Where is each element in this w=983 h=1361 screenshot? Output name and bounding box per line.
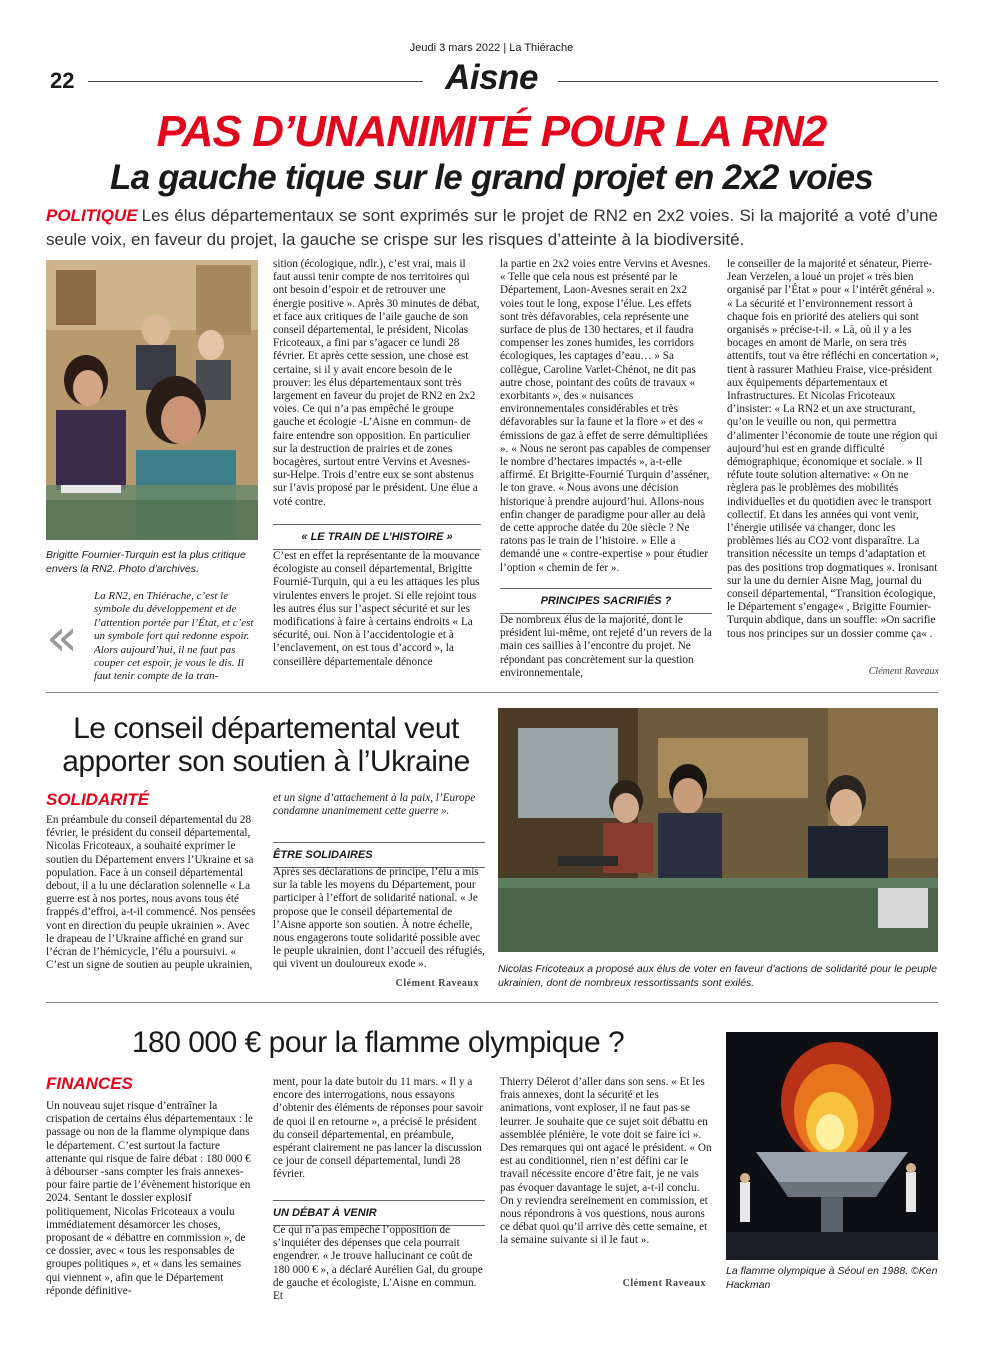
subhead-rule (500, 588, 712, 589)
flame-photo-illustration (726, 1032, 938, 1260)
article1-col2-bottom: C’est en effet la représentante de la mouvance écologiste au conseil départemental, Brigitte Fournié-Turquin, qui a eu les attaques les plus virulentes envers le projet. Si elle rejoint tous les autres élus sur l’aspect sécurité et sur les modifications à faire à certains endroits « La sécurité, oui. Non à l’accidentologie et à l’enclavement, on est tous d’accord », la conseillère départementale dénonce (273, 550, 480, 668)
header-separator: | (503, 42, 507, 54)
article1-col4: le conseiller de la majorité et sénateur, Pierre-Jean Verzelen, a loué un projet « très bien organisé par l’État » pour « l’intérêt général ». « La sécurité et l’environnement ressort à chaque fois en priorité des ateliers qui sont organisés » précise-t-il. « Là, où il y a les bocages en amont de Marle, on sera très attentifs, tout va être réfléchi en concertation », tient à rassurer Mathieu Fraise, vice-président aux équipements départementaux et Infrastructures. Et Nicolas Fricoteaux d’insister: « La RN2 et un axe structurant, qu’on le veuille ou non, qui permettra d’alimenter l’économie de toute une région qui aujourd’hui est en grande difficulté démographique, économique et sociale. » Il réfute toute solution alternative: « On ne règlera pas le problèmes des mobilités individuelles et du quotidien avec le transport collectif. Et dans les années qui vont venir, l’énergie utilisée va changer, donc les problèmes liés au CO2 vont disparaître. La transition nécessite un temps d’adaptation et pas des positions trop dogmatiques ». Ironisant sur la une du dernier Aisne Mag, journal du conseil départemental, “Transition écologique, le Département s’engage« , Brigitte Fournier-Turquin abdique, dans un souffle: »On sacrifie tous nos principes sur un dossier comme ça« . (727, 258, 939, 640)
session-photo-illustration (498, 708, 938, 952)
subhead-debat-text: UN DÉBAT À VENIR (273, 1207, 377, 1219)
subheadline: La gauche tique sur le grand projet en 2x2 voies (110, 158, 873, 197)
subhead-rule (273, 1200, 485, 1201)
article1-col3-bottom: De nombreux élus de la majorité, dont le président lui-même, ont rejeté d’un revers de la main ces saillies à l’encontre du projet. Ne répondant pas concrètement sur la question environnementale, (500, 614, 712, 679)
section-title: Aisne (445, 58, 538, 97)
article3-kicker: FINANCES (46, 1074, 133, 1093)
lead-text: Les élus départementaux se sont exprimés sur le projet de RN2 en 2x2 voies. Si la majorité a voté d’une seule voix, en faveur du projet, la gauche se crispe sur les risques d’atteinte à la biodiversité. (46, 206, 938, 249)
header-date-line (0, 42, 983, 54)
newspaper-name: La Thiérache (509, 42, 574, 54)
subhead-rule (273, 842, 485, 843)
lead-paragraph (46, 204, 938, 252)
article1-signature: Clément Raveaux (868, 666, 939, 677)
article3-signature: Clément Raveaux (622, 1278, 706, 1289)
article1-kicker: POLITIQUE (46, 206, 138, 225)
article2-signature: Clément Raveaux (395, 978, 479, 989)
photo3-caption: La flamme olympique à Séoul en 1988. ©Ken Hackman (726, 1265, 938, 1291)
article3-col2-bottom: Ce qui n’a pas empêché l’opposition de s’inquiéter des dépenses que cela pourrait engendrer. « Je trouve hallucinant ce coût de 180 000 € », a déclaré Aurélien Gal, du groupe de gauche et écologiste, L’Aisne en commun. Et (273, 1224, 483, 1303)
article3-col3: Thierry Délerot d’aller dans son sens. « Et les frais annexes, dont la sécurité et les animations, vont exploser, il ne faut pas se leurrer. Je souhaite que ce sujet soit débattu en assemblée plénière, le vote doit se faire ici ». Des remarques qui ont agacé le président. « On est au conditionnel, rien n’est défini car le travail nécessite encore d’être fait, je ne vais pas évoquer davantage le sujet, a-t-il conclu. On y reviendra sereinement en commission, et nous répondrons à vos questions, nous aurons ce débat quoi qu’il arrive dès cette semaine, et la semaine suivante si il le faut ». (500, 1076, 712, 1247)
article2-col2-bottom: Après ses déclarations de principe, l’élu a mis sur la table les moyens du Département, pour participer à l’effort de solidarité national. « Je propose que le conseil départemental de l’Aisne apporte son soutien. À notre échelle, nous engagerons toute solidarité possible avec le peuple ukrainien, dont l’accueil des réfugiés, qui vivent un douloureux exode ». (273, 866, 485, 971)
photo2-caption: Nicolas Fricoteaux a proposé aux élus de voter en faveur d’actions de solidarité pour le peuple ukrainien, dont de nombreux ressortissants sont exilés. (498, 963, 937, 989)
headline: PAS D’UNANIMITÉ POUR LA RN2 (156, 107, 827, 156)
article2-col1: En préambule du conseil départemental du 28 février, le président du conseil départemental, Nicolas Fricoteaux, a souhaité exprimer le soutien du Département envers l’Ukraine et sa population. Face à un conseil départemental debout, il a lu une déclaration solennelle « La guerre est à nos portes, nous avons tous été frappés d’effroi, a-t-il commencé. Nos pensées vont en direction du peuple ukrainien ». Avec le drapeau de l’Ukraine affiché en grand sur l’écran de l’hémicycle, l’élu a poursuivi. « C’est un signe de soutien au peuple ukrainien, (46, 814, 256, 972)
subhead-train-text: « LE TRAIN DE L’HISTOIRE » (301, 531, 453, 543)
subhead-train (273, 522, 481, 552)
subhead-principes-text: PRINCIPES SACRIFIÉS ? (540, 595, 672, 607)
article2-col2-top: et un signe d’attachement à la paix, l’Europe condamne unanimement cette guerre ». (273, 792, 476, 818)
article1-col3-top: la partie en 2x2 voies entre Vervins et Avesnes. « Telle que cela nous est présenté par le Département, Laon-Avesnes serait en 2x2 voies tout le long, expose l’élue. Les effets sont très défavorables, cela représente une surface de plus de 130 hectares, et il faudra compenser les zones humides, les corridors écologiques, les captages d’eau… » Sa collègue, Caroline Varlet-Chénot, ne dit pas autre chose, pointant des coûts de travaux « exorbitants », des « nuisances environnementales considérables et très défavorables sur la faune et la flore » et des « émissions de gaz à effet de serre démultipliées ». « Nous ne seront pas capables de compenser le nombre d’hectares impactés », a-t-elle affirmé. Et Brigitte-Fournié Turquin d’asséner, le ton grave. « Nous avons une décision historique à prendre aujourd’hui. Allons-nous enfin changer de paradigme pour aller au delà de cette approche datée du 20e siècle ? Ne ratons pas le train de l’histoire. » Elle a demandé une « contre-expertise » pour étudier l’option « chemin de fer ». (500, 258, 711, 574)
subhead-rule (273, 524, 481, 525)
olympic-flame-photo (726, 1032, 938, 1260)
article2-title: Le conseil départemental veut apporter son soutien à l’Ukraine (62, 712, 470, 778)
quote-mark-icon: « (46, 608, 78, 668)
article3-title: 180 000 € pour la flamme olympique ? (131, 1026, 625, 1059)
council-photo-illustration (46, 260, 258, 540)
subhead-solidaires-text: ÊTRE SOLIDAIRES (273, 849, 373, 861)
section-separator (46, 1002, 938, 1003)
section-separator (46, 692, 938, 693)
subhead-principes (500, 586, 712, 616)
article1-col2-top: sition (écologique, ndlr.), c’est vrai, mais il faut aussi tenir compte de nos territoires qui ont besoin d’espoir et de retrouver une énergie positive ». Après 30 minutes de débat, et face aux critiques de l’aile gauche de son conseil départemental, le président, Nicolas Fricoteaux, a fini par s’agacer ce lundi 28 février. Et après cette session, une chose est certaine, si il y avait encore besoin de le prouver: les élus départementaux sont très largement en faveur du projet de RN2 en 2x2 voies. Ce qui n’a pas empêché le groupe gauche et écologie -L’Aisne en commun- de faire entendre son opposition. En particulier sur la destruction de prairies et de zones bocagères, surtout entre Vervins et Avesnes-sur-Helpe. Trois d’entre eux se sont abstenus sur l’avis proposé par le président. Une élue a voté contre. (273, 258, 480, 508)
council-photo (46, 260, 258, 540)
issue-date: Jeudi 3 mars 2022 (409, 42, 501, 54)
photo1-caption: Brigitte Fournier-Turquin est la plus critique envers la RN2. Photo d’archives. (46, 549, 246, 575)
article3-col2-top: ment, pour la date butoir du 11 mars. « Il y a encore des interrogations, nous essayons d’obtenir des éléments de réponses pour savoir de quoi il en retourne », a précisé le président du conseil départemental, en préambule, espérant clairement ne pas lancer la discussion ce jour de conseil départemental, lundi 28 février. (273, 1076, 484, 1181)
ukraine-session-photo (498, 708, 938, 952)
pull-quote: La RN2, en Thiérache, c’est le symbole du développement et de l’attention portée par l’État, et c’est un symbole fort qui redonne espoir. Alors aujourd’hui, il ne faut pas couper cet espoir, je vous le dis. Il faut tenir compte de la tran- (94, 590, 254, 683)
article3-col1: Un nouveau sujet risque d’entraîner la crispation de certains élus départementaux : le passage ou non de la flamme olympique dans le département. C’est surtout la facture attenante qui risque de faire débat : 180 000 € à débourser -sans compter les frais annexes- pour faire partie de l’évènement historique en 2024. Sentant le dossier explosif politiquement, Nicolas Fricoteaux a voulu immédiatement désamorcer les choses, proposant de « débattre en commission », de ce dossier, avec « tous les responsables de groupes politiques », et « dans les semaines qui viennent », afin que le Département réponde définitive- (46, 1100, 253, 1297)
page-number: 22 (50, 68, 75, 93)
article2-kicker: SOLIDARITÉ (46, 790, 149, 809)
